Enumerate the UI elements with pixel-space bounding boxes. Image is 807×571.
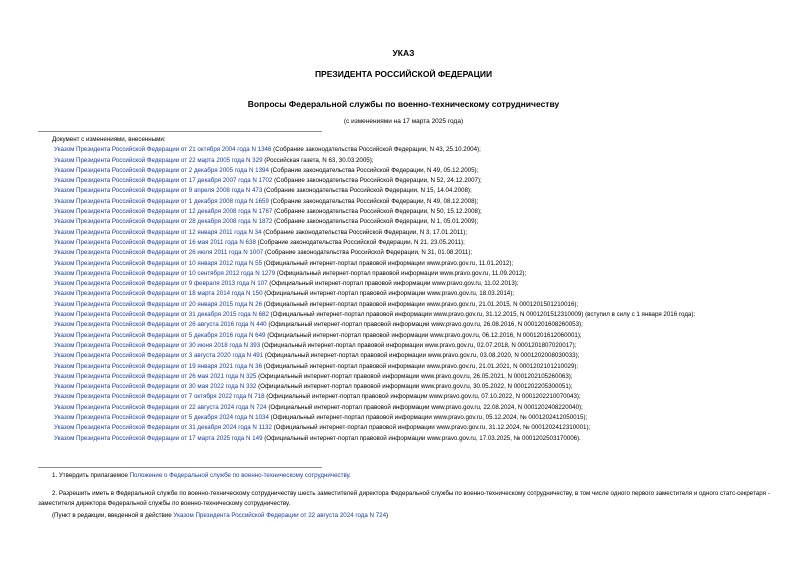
amendment-source: (Официальный интернет-портал правовой информации www.pravo.gov.ru, 22.08.2024, N 0001202408220040); (266, 403, 583, 411)
amendment-note: (с изменениями на 17 марта 2025 года) (343, 118, 464, 125)
amendment-source: (Официальный интернет-портал правовой информации www.pravo.gov.ru, 03.08.2020, N 0001202008030033); (263, 352, 580, 360)
amendment-source: (Собрание законодательства Российской Федерации, N 49, 05.12.2005); (268, 166, 479, 174)
bottom-divider (38, 467, 322, 468)
amendment-source: (Официальный интернет-портал правовой информации www.pravo.gov.ru, 26.05.2021, N 0001202105260063); (256, 372, 573, 380)
amendment-link[interactable]: Указом Президента Российской Федерации от 21 октября 2004 года N 1346 (54, 146, 272, 154)
document-subject: Вопросы Федеральной службы по военно-техническому сотрудничеству (247, 99, 560, 109)
amendment-item (38, 434, 780, 444)
amendment-link[interactable]: Указом Президента Российской Федерации от 18 марта 2014 года N 150 (54, 290, 263, 298)
amendment-item (38, 207, 780, 217)
amendment-item (38, 228, 780, 238)
paragraph-3-prefix: (Пункт в редакции, введенной в действие (52, 512, 174, 519)
amendment-source: (Собрание законодательства Российской Федерации, N 31, 01.08.2011); (263, 249, 473, 257)
amendment-link[interactable]: Указом Президента Российской Федерации от 26 августа 2016 года N 440 (54, 321, 267, 329)
changes-list (38, 135, 780, 444)
amendment-source: (Собрание законодательства Российской Федерации, N 1, 05.01.2009); (272, 218, 479, 226)
amendment-source: (Официальный интернет-портал правовой информации www.pravo.gov.ru, 18.03.2014); (262, 290, 515, 298)
amendment-link[interactable]: Указом Президента Российской Федерации от 12 января 2011 года N 34 (54, 228, 262, 236)
amendment-item (38, 248, 780, 258)
paragraph-1-prefix: 1. Утвердить прилагаемое (52, 472, 130, 479)
amendment-link[interactable]: Указом Президента Российской Федерации от 20 января 2015 года N 26 (54, 300, 263, 308)
amendment-item (38, 259, 780, 269)
amendment-item (38, 310, 780, 320)
amendment-item (38, 392, 780, 402)
paragraph-1-suffix: . (349, 472, 351, 479)
amendment-item (38, 341, 780, 351)
amendment-source: (Собрание законодательства Российской Федерации, N 3, 17.01.2011); (261, 228, 468, 236)
amendment-item (38, 413, 780, 423)
amendment-source: (Собрание законодательства Российской Федерации, N 50, 15.12.2008); (272, 208, 482, 216)
amendment-item (38, 217, 780, 227)
amendment-source: (Официальный интернет-портал правовой информации www.pravo.gov.ru, 06.12.2016, N 0001201612060001); (265, 331, 582, 339)
amendment-source: (Официальный интернет-портал правовой информации www.pravo.gov.ru, 26.08.2016, N 0001201608260053); (266, 321, 583, 329)
amendment-source: (Собрание законодательства Российской Федерации, N 49, 08.12.2008); (268, 197, 479, 205)
amendment-source: (Собрание законодательства Российской Федерации, N 43, 25.10.2004); (271, 146, 481, 154)
amendment-source: (Официальный интернет-портал правовой информации www.pravo.gov.ru, 07.10.2022, N 0001202210070043); (264, 393, 581, 401)
amendment-source: (Российская газета, N 63, 30.03.2005); (262, 156, 374, 164)
amendment-link[interactable]: Указом Президента Российской Федерации от 12 декабря 2008 года N 1767 (54, 208, 273, 216)
amendment-link[interactable]: Указом Президента Российской Федерации от 17 марта 2025 года N 149 (54, 434, 263, 442)
amendment-link[interactable]: Указом Президента Российской Федерации от 22 августа 2024 года N 724 (54, 403, 267, 411)
amendment-link[interactable]: Указом Президента Российской Федерации от 26 мая 2021 года N 325 (54, 372, 257, 380)
amendment-item (38, 238, 780, 248)
amendment-item (38, 166, 780, 176)
amendment-link[interactable]: Указом Президента Российской Федерации от 16 мая 2011 года N 638 (54, 238, 256, 246)
amendment-source: (Официальный интернет-портал правовой информации www.pravo.gov.ru, 30.05.2022, N 0001202205300051); (256, 383, 573, 391)
amendment-source: (Официальный интернет-портал правовой информации www.pravo.gov.ru, 11.01.2012); (262, 259, 514, 267)
paragraph-3-suffix: ) (386, 512, 389, 519)
amendment-source: (Официальный интернет-портал правовой информации www.pravo.gov.ru, 11.02.2013); (267, 280, 519, 288)
amendment-source: (Официальный интернет-портал правовой информации www.pravo.gov.ru, 21.01.2015, N 0001201501210016); (262, 300, 579, 308)
amendment-link[interactable]: Указом Президента Российской Федерации от 9 февраля 2013 года N 107 (54, 280, 268, 288)
amendment-item (38, 269, 780, 279)
amendment-item (38, 289, 780, 299)
amendment-link[interactable]: Указом Президента Российской Федерации от 19 января 2021 года N 36 (54, 362, 263, 370)
amendment-item (38, 320, 780, 330)
amendment-item (38, 300, 780, 310)
amendment-item (38, 362, 780, 372)
paragraph-1 (52, 471, 792, 481)
amendment-link[interactable]: Указом Президента Российской Федерации от 5 декабря 2016 года N 649 (54, 331, 266, 339)
amendment-item (38, 372, 780, 382)
amendment-item (38, 279, 780, 289)
amendment-item (38, 403, 780, 413)
amendment-link[interactable]: Указом Президента Российской Федерации от 1 декабря 2008 года N 1659 (54, 197, 269, 205)
amendment-item (38, 156, 780, 166)
amendment-link[interactable]: Указом Президента Российской Федерации от 31 декабря 2024 года N 1132 (54, 424, 272, 432)
amendment-link[interactable]: Указом Президента Российской Федерации от 10 сентября 2012 года N 1279 (54, 269, 276, 277)
amendment-link[interactable]: Указом Президента Российской Федерации от 3 августа 2020 года N 491 (54, 352, 264, 360)
amendment-link[interactable]: Указом Президента Российской Федерации от 10 января 2012 года N 55 (54, 259, 263, 267)
amendment-item (38, 331, 780, 341)
amendment-link[interactable]: Указом Президента Российской Федерации от 26 июля 2011 года N 1007 (54, 249, 264, 257)
amendment-link[interactable]: Указом Президента Российской Федерации от 30 мая 2022 года N 332 (54, 383, 257, 391)
regulation-link[interactable]: Положение о Федеральной службе по военно-техническому сотрудничеству (129, 472, 350, 479)
amendment-item (38, 351, 780, 361)
paragraph-3-note (52, 511, 792, 521)
amendment-source: (Собрание законодательства Российской Федерации, N 21, 23.05.2011); (255, 238, 465, 246)
amendment-source: (Официальный интернет-портал правовой информации www.pravo.gov.ru, 11.09.2012); (275, 269, 527, 277)
amendment-item (38, 186, 780, 196)
amendment-source: (Официальный интернет-портал правовой информации www.pravo.gov.ru, 31.12.2024, № 0001202412310001); (271, 424, 591, 432)
changes-heading: Документ с изменениями, внесенными: (52, 136, 166, 143)
document-issuer: ПРЕЗИДЕНТА РОССИЙСКОЙ ФЕДЕРАЦИИ (314, 69, 493, 79)
document-title: УКАЗ (392, 48, 415, 58)
amendment-link[interactable]: Указом Президента Российской Федерации от 30 июня 2018 года N 393 (54, 341, 261, 349)
amendment-link[interactable]: Указом Президента Российской Федерации от 5 декабря 2024 года N 1034 (54, 414, 269, 422)
amendment-link[interactable]: Указом Президента Российской Федерации от 28 декабря 2008 года N 1872 (54, 218, 273, 226)
amendment-link[interactable]: Указом Президента Российской Федерации от 2 декабря 2005 года N 1394 (54, 166, 269, 174)
amendment-source: (Официальный интернет-портал правовой информации www.pravo.gov.ru, 05.12.2024, № 0001202412050015); (268, 414, 588, 422)
paragraph-2: 2. Разрешить иметь в Федеральной службе по военно-техническому сотрудничеству шесть заместителей директора Федеральной службы по военно-техническому сотрудничеству, в том числе одного первого заместителя и одного статс-секретаря - заместителя директора Федеральной службы по военно-техническому сотрудничеству. (38, 490, 770, 507)
top-divider (38, 131, 322, 132)
amendment-source: (Официальный интернет-портал правовой информации www.pravo.gov.ru, 31.12.2015, N 0001201512310009) (вступил в силу с 1 января 2016 года); (268, 311, 696, 319)
amendment-link[interactable]: Указом Президента Российской Федерации от 9 апреля 2008 года N 473 (54, 187, 263, 195)
decree-link[interactable]: Указом Президента Российской Федерации от 22 августа 2024 года N 724 (173, 512, 387, 519)
amendment-source: (Официальный интернет-портал правовой информации www.pravo.gov.ru, 17.03.2025, № 0001202503170006). (262, 434, 581, 442)
amendment-item (38, 197, 780, 207)
amendment-link[interactable]: Указом Президента Российской Федерации от 31 декабря 2015 года N 682 (54, 311, 269, 319)
amendment-item (38, 423, 780, 433)
amendment-source: (Официальный интернет-портал правовой информации www.pravo.gov.ru, 02.07.2018, N 0001201807020017); (260, 341, 577, 349)
amendment-source: (Собрание законодательства Российской Федерации, N 52, 24.12.2007); (272, 177, 482, 185)
amendment-link[interactable]: Указом Президента Российской Федерации от 17 декабря 2007 года N 1702 (54, 177, 273, 185)
amendment-item (38, 145, 780, 155)
amendment-link[interactable]: Указом Президента Российской Федерации от 7 октября 2022 года N 718 (54, 393, 265, 401)
amendment-item (38, 176, 780, 186)
amendment-source: (Официальный интернет-портал правовой информации www.pravo.gov.ru, 21.01.2021, N 0001202101210029); (262, 362, 579, 370)
amendment-item (38, 382, 780, 392)
amendment-source: (Собрание законодательства Российской Федерации, N 15, 14.04.2008); (262, 187, 472, 195)
amendment-link[interactable]: Указом Президента Российской Федерации от 22 марта 2005 года N 329 (54, 156, 263, 164)
